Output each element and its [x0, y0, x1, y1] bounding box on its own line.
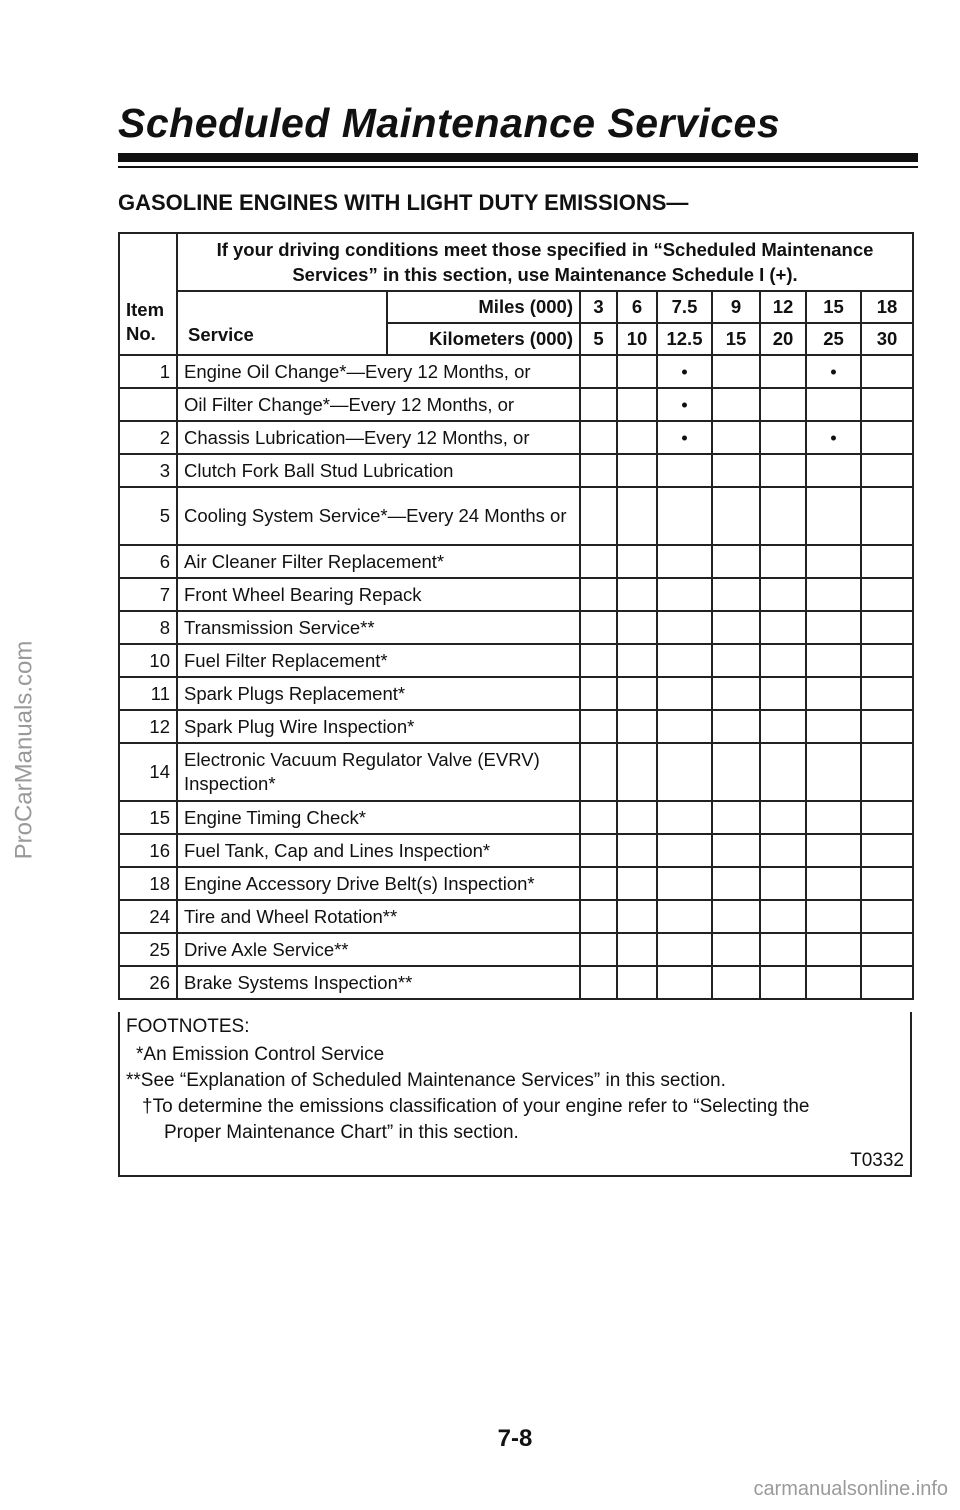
service-name: Electronic Vacuum Regulator Valve (EVRV) Inspection* — [177, 743, 580, 801]
footnotes-heading: FOOTNOTES: — [126, 1016, 250, 1037]
interval-mark — [712, 743, 760, 801]
interval-mark — [861, 834, 913, 867]
interval-mark — [760, 454, 806, 487]
side-watermark — [4, 560, 44, 940]
interval-mark — [580, 421, 617, 454]
miles-interval: 6 — [617, 291, 657, 323]
interval-mark — [861, 454, 913, 487]
service-name: Clutch Fork Ball Stud Lubrication — [177, 454, 580, 487]
interval-mark — [712, 933, 760, 966]
interval-mark — [617, 966, 657, 999]
interval-mark — [580, 487, 617, 545]
service-name: Spark Plugs Replacement* — [177, 677, 580, 710]
interval-mark — [760, 966, 806, 999]
interval-mark — [861, 611, 913, 644]
table-row — [119, 966, 913, 999]
service-name: Tire and Wheel Rotation** — [177, 900, 580, 933]
table-row — [119, 421, 913, 454]
interval-mark — [657, 966, 712, 999]
interval-mark — [806, 388, 861, 421]
service-name: Fuel Tank, Cap and Lines Inspection* — [177, 834, 580, 867]
interval-mark — [712, 644, 760, 677]
service-name: Spark Plug Wire Inspection* — [177, 710, 580, 743]
bottom-watermark: carmanualsonline.info — [753, 1478, 948, 1500]
interval-mark — [657, 710, 712, 743]
item-number: 18 — [119, 867, 177, 900]
interval-mark — [580, 388, 617, 421]
interval-mark — [657, 834, 712, 867]
table-row — [119, 801, 913, 834]
interval-mark — [617, 933, 657, 966]
interval-mark — [760, 677, 806, 710]
interval-mark — [760, 388, 806, 421]
km-interval: 5 — [580, 323, 617, 355]
interval-mark — [760, 743, 806, 801]
interval-mark — [657, 578, 712, 611]
table-row — [119, 743, 913, 801]
interval-mark: • — [806, 421, 861, 454]
footnote-classification-cont: Proper Maintenance Chart” in this section. — [164, 1122, 519, 1143]
interval-mark — [580, 454, 617, 487]
footnote-emission: *An Emission Control Service — [136, 1044, 385, 1065]
side-watermark-text: ProCarManuals.com — [10, 640, 37, 860]
interval-mark — [712, 834, 760, 867]
interval-mark — [580, 966, 617, 999]
interval-mark — [580, 355, 617, 388]
table-row — [119, 388, 913, 421]
interval-mark — [861, 355, 913, 388]
interval-mark — [617, 677, 657, 710]
miles-interval: 3 — [580, 291, 617, 323]
interval-mark — [580, 900, 617, 933]
interval-mark — [760, 355, 806, 388]
miles-interval: 7.5 — [657, 291, 712, 323]
miles-interval: 15 — [806, 291, 861, 323]
interval-mark — [760, 578, 806, 611]
table-row — [119, 933, 913, 966]
interval-mark — [712, 388, 760, 421]
table-row — [119, 487, 913, 545]
miles-interval: 12 — [760, 291, 806, 323]
service-name: Engine Timing Check* — [177, 801, 580, 834]
service-name: Air Cleaner Filter Replacement* — [177, 545, 580, 578]
item-number: 15 — [119, 801, 177, 834]
table-row — [119, 710, 913, 743]
interval-mark — [806, 677, 861, 710]
interval-mark — [760, 900, 806, 933]
km-interval: 10 — [617, 323, 657, 355]
interval-mark — [760, 933, 806, 966]
interval-mark — [861, 545, 913, 578]
interval-mark — [712, 801, 760, 834]
interval-mark — [617, 867, 657, 900]
footnotes — [118, 1012, 912, 1177]
interval-mark — [861, 388, 913, 421]
interval-mark — [580, 801, 617, 834]
interval-mark: • — [657, 421, 712, 454]
table-row — [119, 677, 913, 710]
item-number: 11 — [119, 677, 177, 710]
interval-mark — [657, 677, 712, 710]
service-name: Drive Axle Service** — [177, 933, 580, 966]
interval-mark — [712, 677, 760, 710]
interval-mark — [712, 487, 760, 545]
item-number: 5 — [119, 487, 177, 545]
interval-mark — [657, 644, 712, 677]
page-number: 7-8 — [497, 1425, 533, 1452]
miles-interval: 9 — [712, 291, 760, 323]
interval-mark — [861, 421, 913, 454]
item-number: 2 — [119, 421, 177, 454]
interval-mark — [806, 801, 861, 834]
service-name: Engine Oil Change*—Every 12 Months, or — [177, 355, 580, 388]
interval-mark — [712, 611, 760, 644]
service-name: Front Wheel Bearing Repack — [177, 578, 580, 611]
interval-mark — [760, 834, 806, 867]
interval-mark — [617, 834, 657, 867]
interval-mark — [861, 644, 913, 677]
table-row — [119, 644, 913, 677]
interval-mark — [580, 578, 617, 611]
interval-mark — [861, 487, 913, 545]
interval-mark — [617, 421, 657, 454]
section-heading: GASOLINE ENGINES WITH LIGHT DUTY EMISSIONS— — [118, 190, 689, 215]
interval-mark — [712, 900, 760, 933]
interval-mark — [617, 545, 657, 578]
km-interval: 30 — [861, 323, 913, 355]
table-body — [119, 355, 913, 999]
item-number: 10 — [119, 644, 177, 677]
service-name: Brake Systems Inspection** — [177, 966, 580, 999]
interval-mark — [861, 966, 913, 999]
interval-mark — [580, 867, 617, 900]
service-name: Transmission Service** — [177, 611, 580, 644]
interval-mark — [657, 487, 712, 545]
service-name: Chassis Lubrication—Every 12 Months, or — [177, 421, 580, 454]
interval-mark — [760, 710, 806, 743]
interval-mark — [617, 388, 657, 421]
interval-mark — [861, 867, 913, 900]
table-row — [119, 454, 913, 487]
interval-mark — [712, 966, 760, 999]
interval-mark — [806, 545, 861, 578]
km-interval: 20 — [760, 323, 806, 355]
interval-mark — [580, 611, 617, 644]
interval-mark — [580, 677, 617, 710]
interval-mark: • — [806, 355, 861, 388]
interval-mark — [617, 801, 657, 834]
interval-mark — [806, 487, 861, 545]
interval-mark — [657, 867, 712, 900]
interval-mark — [806, 710, 861, 743]
interval-mark — [580, 710, 617, 743]
footnote-explanation: **See “Explanation of Scheduled Maintenance Services” in this section. — [126, 1070, 726, 1091]
km-interval: 15 — [712, 323, 760, 355]
interval-mark — [861, 933, 913, 966]
service-name: Oil Filter Change*—Every 12 Months, or — [177, 388, 580, 421]
interval-mark — [657, 743, 712, 801]
interval-mark — [760, 644, 806, 677]
table-row — [119, 578, 913, 611]
interval-mark — [861, 578, 913, 611]
interval-mark — [861, 677, 913, 710]
interval-mark — [806, 867, 861, 900]
miles-interval: 18 — [861, 291, 913, 323]
item-number: 16 — [119, 834, 177, 867]
km-interval: 25 — [806, 323, 861, 355]
interval-mark — [657, 545, 712, 578]
item-number: 3 — [119, 454, 177, 487]
service-name: Cooling System Service*—Every 24 Months or — [177, 487, 580, 545]
interval-mark — [760, 611, 806, 644]
figure-code: T0332 — [850, 1150, 904, 1171]
km-label: Kilometers (000) — [387, 323, 580, 355]
item-number: 25 — [119, 933, 177, 966]
interval-mark — [806, 900, 861, 933]
table-row — [119, 900, 913, 933]
interval-mark — [861, 710, 913, 743]
item-number: 14 — [119, 743, 177, 801]
interval-mark — [760, 421, 806, 454]
interval-mark — [760, 487, 806, 545]
interval-mark — [760, 545, 806, 578]
interval-mark — [806, 611, 861, 644]
table-row — [119, 355, 913, 388]
miles-label: Miles (000) — [387, 291, 580, 323]
km-interval: 12.5 — [657, 323, 712, 355]
interval-mark — [861, 801, 913, 834]
interval-mark — [806, 644, 861, 677]
service-name: Engine Accessory Drive Belt(s) Inspection* — [177, 867, 580, 900]
interval-mark — [806, 743, 861, 801]
item-number: 26 — [119, 966, 177, 999]
item-number: 8 — [119, 611, 177, 644]
interval-mark — [580, 933, 617, 966]
interval-mark — [617, 578, 657, 611]
item-number: 1 — [119, 355, 177, 388]
interval-mark — [861, 900, 913, 933]
interval-mark — [617, 611, 657, 644]
page-title: Scheduled Maintenance Services — [118, 100, 781, 146]
table-row — [119, 611, 913, 644]
table-row — [119, 834, 913, 867]
table-row — [119, 545, 913, 578]
interval-mark — [617, 710, 657, 743]
interval-mark — [760, 867, 806, 900]
interval-mark — [712, 578, 760, 611]
interval-mark — [806, 578, 861, 611]
interval-mark — [712, 545, 760, 578]
interval-mark — [712, 421, 760, 454]
interval-mark — [861, 743, 913, 801]
interval-mark — [617, 355, 657, 388]
interval-mark — [580, 545, 617, 578]
interval-mark — [580, 644, 617, 677]
interval-mark — [617, 743, 657, 801]
interval-mark — [712, 867, 760, 900]
item-number: 7 — [119, 578, 177, 611]
service-name: Fuel Filter Replacement* — [177, 644, 580, 677]
interval-mark — [657, 900, 712, 933]
interval-mark — [806, 834, 861, 867]
interval-mark: • — [657, 388, 712, 421]
item-number: 6 — [119, 545, 177, 578]
interval-mark — [657, 801, 712, 834]
interval-mark — [617, 454, 657, 487]
interval-mark — [712, 710, 760, 743]
item-number: 12 — [119, 710, 177, 743]
interval-mark — [760, 801, 806, 834]
service-header: Service — [177, 291, 387, 355]
interval-mark — [617, 900, 657, 933]
interval-mark — [617, 487, 657, 545]
interval-mark — [657, 611, 712, 644]
item-number — [119, 388, 177, 421]
interval-mark — [657, 933, 712, 966]
interval-mark — [806, 933, 861, 966]
interval-mark — [806, 454, 861, 487]
interval-mark — [617, 644, 657, 677]
maintenance-table — [118, 232, 914, 1000]
item-number: 24 — [119, 900, 177, 933]
title-rule — [118, 153, 918, 162]
interval-mark — [580, 743, 617, 801]
item-no-header: Item No. — [119, 233, 177, 355]
interval-mark — [580, 834, 617, 867]
interval-mark — [712, 454, 760, 487]
interval-mark — [657, 454, 712, 487]
schedule-note: If your driving conditions meet those specified in “Scheduled Maintenance Services” in this section, use Maintenance Schedule I (+). — [177, 233, 913, 291]
interval-mark — [806, 966, 861, 999]
interval-mark: • — [657, 355, 712, 388]
interval-mark — [712, 355, 760, 388]
footnote-classification: †To determine the emissions classification of your engine refer to “Selecting the — [142, 1096, 810, 1117]
table-row — [119, 867, 913, 900]
